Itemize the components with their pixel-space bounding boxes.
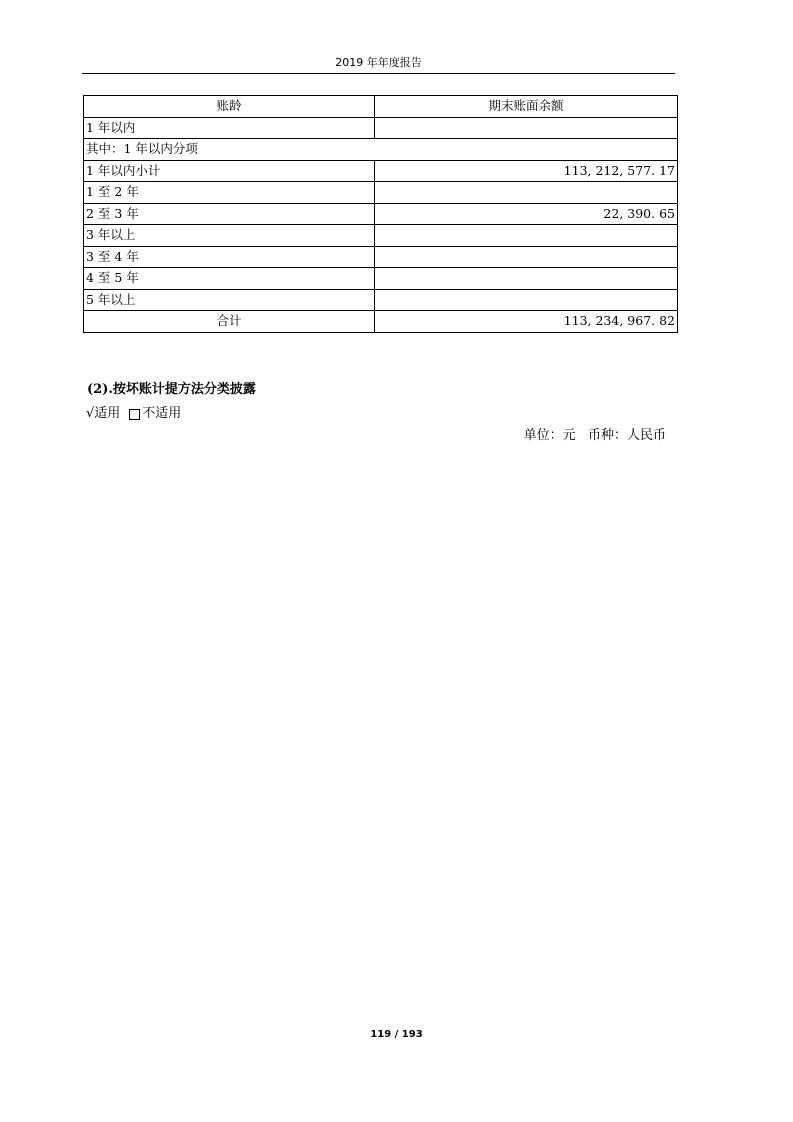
table-row [84,289,678,311]
table-row [84,117,678,139]
row-label: 3 至 4 年 [84,246,375,268]
total-value: 113, 234, 967. 82 [375,311,678,333]
row-label: 4 至 5 年 [84,268,375,290]
table-row [84,139,678,161]
row-label: 3 年以上 [84,225,375,247]
row-value [375,289,678,311]
applicable-option: √适用 [86,406,121,421]
table-row [84,160,678,182]
total-label: 合计 [84,311,375,333]
column-header-ending-balance: 期末账面余额 [375,96,678,118]
column-header-aging: 账龄 [84,96,375,118]
row-value [375,268,678,290]
row-label: 2 至 3 年 [84,203,375,225]
empty-checkbox-icon [129,409,140,420]
table-row [84,182,678,204]
page-number: 119 / 193 [370,1029,423,1040]
unit-currency-note: 单位：元 币种：人民币 [523,428,666,443]
row-label: 1 年以内小计 [84,160,375,182]
table-row [84,268,678,290]
section-heading: (2).按坏账计提方法分类披露 [87,382,256,397]
table-header-row [84,96,678,118]
table-row [84,203,678,225]
not-applicable-option: 不适用 [142,406,182,421]
table-total-row [84,311,678,333]
table-row [84,225,678,247]
table-row [84,246,678,268]
row-value [375,225,678,247]
row-label: 5 年以上 [84,289,375,311]
row-value [375,182,678,204]
header-divider [82,73,675,74]
aging-table [83,95,678,333]
row-label: 其中：1 年以内分项 [84,139,678,161]
row-value: 113, 212, 577. 17 [375,160,678,182]
row-value [375,246,678,268]
applicability-options [86,405,181,423]
row-label: 1 年以内 [84,117,375,139]
row-label: 1 至 2 年 [84,182,375,204]
row-value [375,117,678,139]
report-title: 2019 年年度报告 [335,56,422,69]
row-value: 22, 390. 65 [375,203,678,225]
